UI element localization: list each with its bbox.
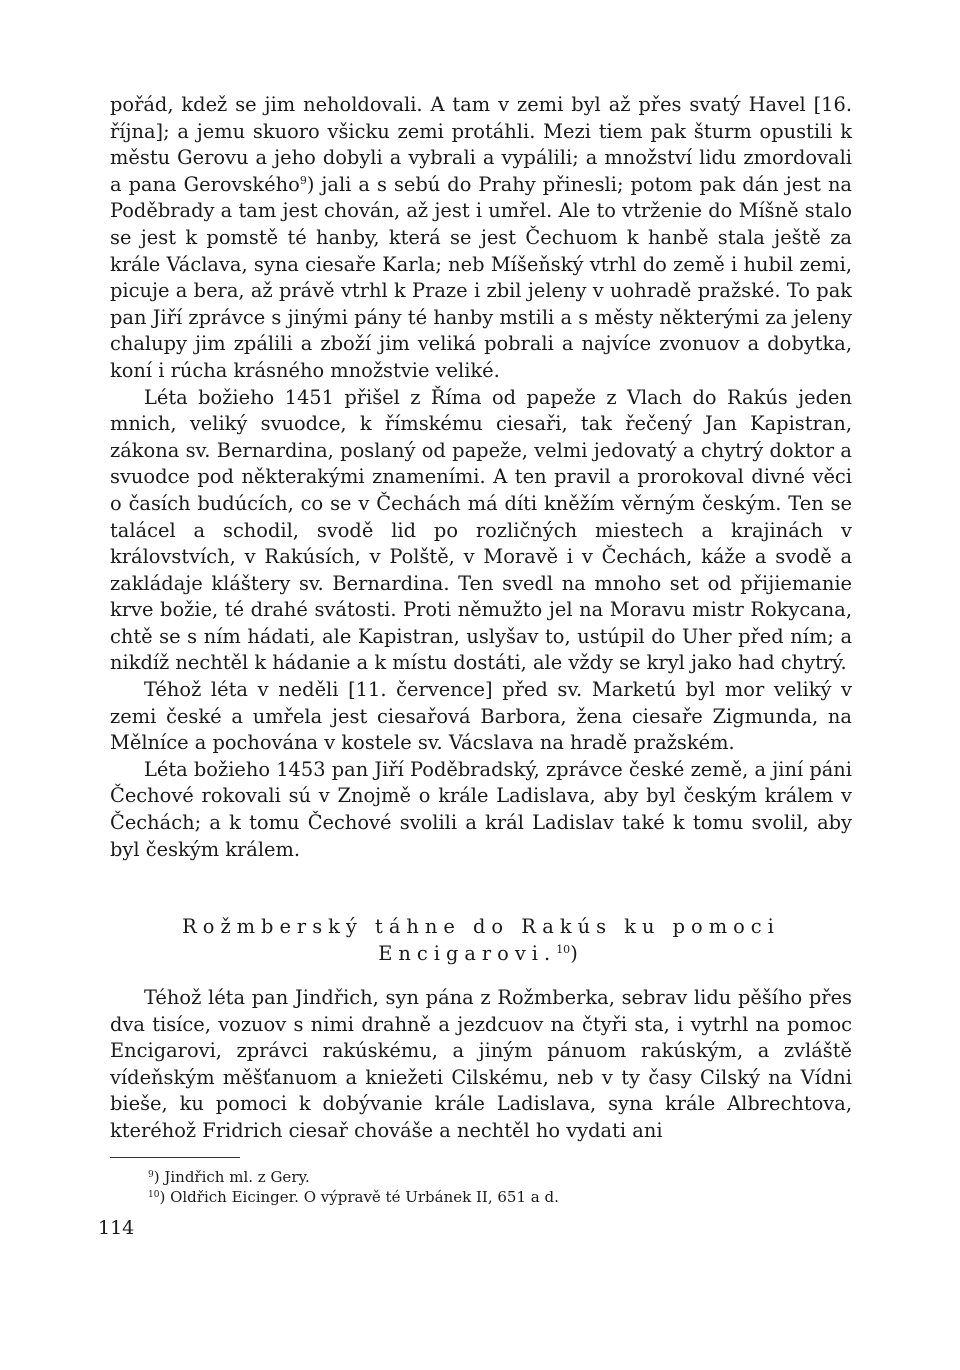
section-heading-text: Rožmberský táhne do Rakús ku pomoci Encigarovi. xyxy=(182,915,780,965)
paragraph-3: Téhož léta v neděli [11. července] před sv. Marketú byl mor veliký v zemi české a umřela jest ciesařová Barbora, žena ciesaře Zigmunda, na Mělníce a pochována v kostele sv. Vácslava na hradě pražském. xyxy=(110,678,852,755)
section-text xyxy=(110,985,852,1145)
footnote-divider xyxy=(110,1157,240,1158)
footnotes xyxy=(148,1167,848,1207)
footnote-ref-10: 10 xyxy=(556,942,571,956)
footnote-9-mark: 9 xyxy=(148,1170,154,1180)
footnote-10-mark: 10 xyxy=(148,1190,160,1200)
footnote-10-text: ) Oldřich Eicinger. O výpravě té Urbánek II, 651 a d. xyxy=(159,1188,559,1206)
paragraph-4: Léta božieho 1453 pan Jiří Poděbradský, zprávce české země, a jiní páni Čechové rokovali sú v Znojmě o krále Ladislava, aby byl českým králem v Čechách; a k tomu Čechové svolili a král Ladislav také k tomu svolil, aby byl českým králem. xyxy=(110,757,852,861)
section-heading-close: ) xyxy=(570,941,584,965)
footnote-ref-9: 9 xyxy=(299,173,307,187)
paragraph-1-before: pořád, kdež se jim neholdovali. A tam v zemi byl až přes svatý Havel [16. října]; a jemu skuoro všicku zemi protáhli. Mezi tiem pak šturm opustili k městu Gerovu a jeho dobyli a vybrali a vypálili; a množství lidu zmordovali a pana Gerovského xyxy=(110,93,852,196)
paragraph-2: Léta božieho 1451 přišel z Říma od papeže z Vlach do Rakús jeden mnich, veliký svuodce, k římskému ciesaři, tak řečený Jan Kapistran, zákona sv. Bernardina, poslaný od papeže, velmi jedovatý a chytrý doktor a svuodce pod některakými znameními. A ten pravil a prorokoval divné věci o časích budúcích, co se v Čechách má díti kněžím věrným českým. Ten se talácel a schodil, svodě lid po rozličných miestech a krajinách v královstvích, v Rakúsích, v Polště, v Moravě i v Čechách, káže a svodě a zakládaje kláštery sv. Bernardina. Ten svedl na mnoho set od přijiemanie krve božie, té drahé svátosti. Proti němužto jel na Moravu mistr Rokycana, chtě se s ním hádati, ale Kapistran, uslyšav to, ustúpil do Uher před ním; a nikdíž nechtěl k hádanie a k místu dostáti, ale vždy se kryl jako had chytrý. xyxy=(110,385,852,675)
footnote-10 xyxy=(148,1187,848,1207)
main-text xyxy=(110,92,852,863)
paragraph-1 xyxy=(110,92,852,385)
page-number: 114 xyxy=(98,1217,135,1239)
footnote-9-text: ) Jindřich ml. z Gery. xyxy=(153,1168,310,1186)
section-paragraph: Téhož léta pan Jindřich, syn pána z Rožmberka, sebrav lidu pěšího přes dva tisíce, vozuov s nimi drahně a jezdcuov na čtyři sta, i vytrhl na pomoc Encigarovi, zprávci rakúskému, a jiným pánuom rakúským, a zvláště vídeňským měšťanuom a kniežeti Cilskému, neb v ty časy Cilský na Vídni bieše, ku pomoci k dobývanie krále Ladislava, syna krále Albrechtova, kteréhož Fridrich ciesař chováše a nechtěl ho vydati ani xyxy=(110,986,852,1142)
section-heading xyxy=(110,914,852,967)
footnote-9 xyxy=(148,1167,848,1187)
paragraph-1-after: ) jali a s sebú do Prahy přinesli; potom pak dán jest na Poděbrady a tam jest chován, až jest i umřel. Ale to vtrženie do Míšně stalo se jest k pomstě té hanby, která se jest Čechuom k hanbě stala ještě za krále Václava, syna ciesaře Karla; neb Míšeňský vtrhl do země i hubil zemi, picuje a bera, až právě vtrhl k Praze i zbil jeleny v uohradě pražské. To pak pan Jiří zprávce s jinými pány té hanby mstili a s městy některými za jeleny chalupy jim zpálili a zboží jim veliká pobrali a najvíce zvonuov a dobytka, koní i rúcha krásného množstvie veliké. xyxy=(110,172,852,382)
